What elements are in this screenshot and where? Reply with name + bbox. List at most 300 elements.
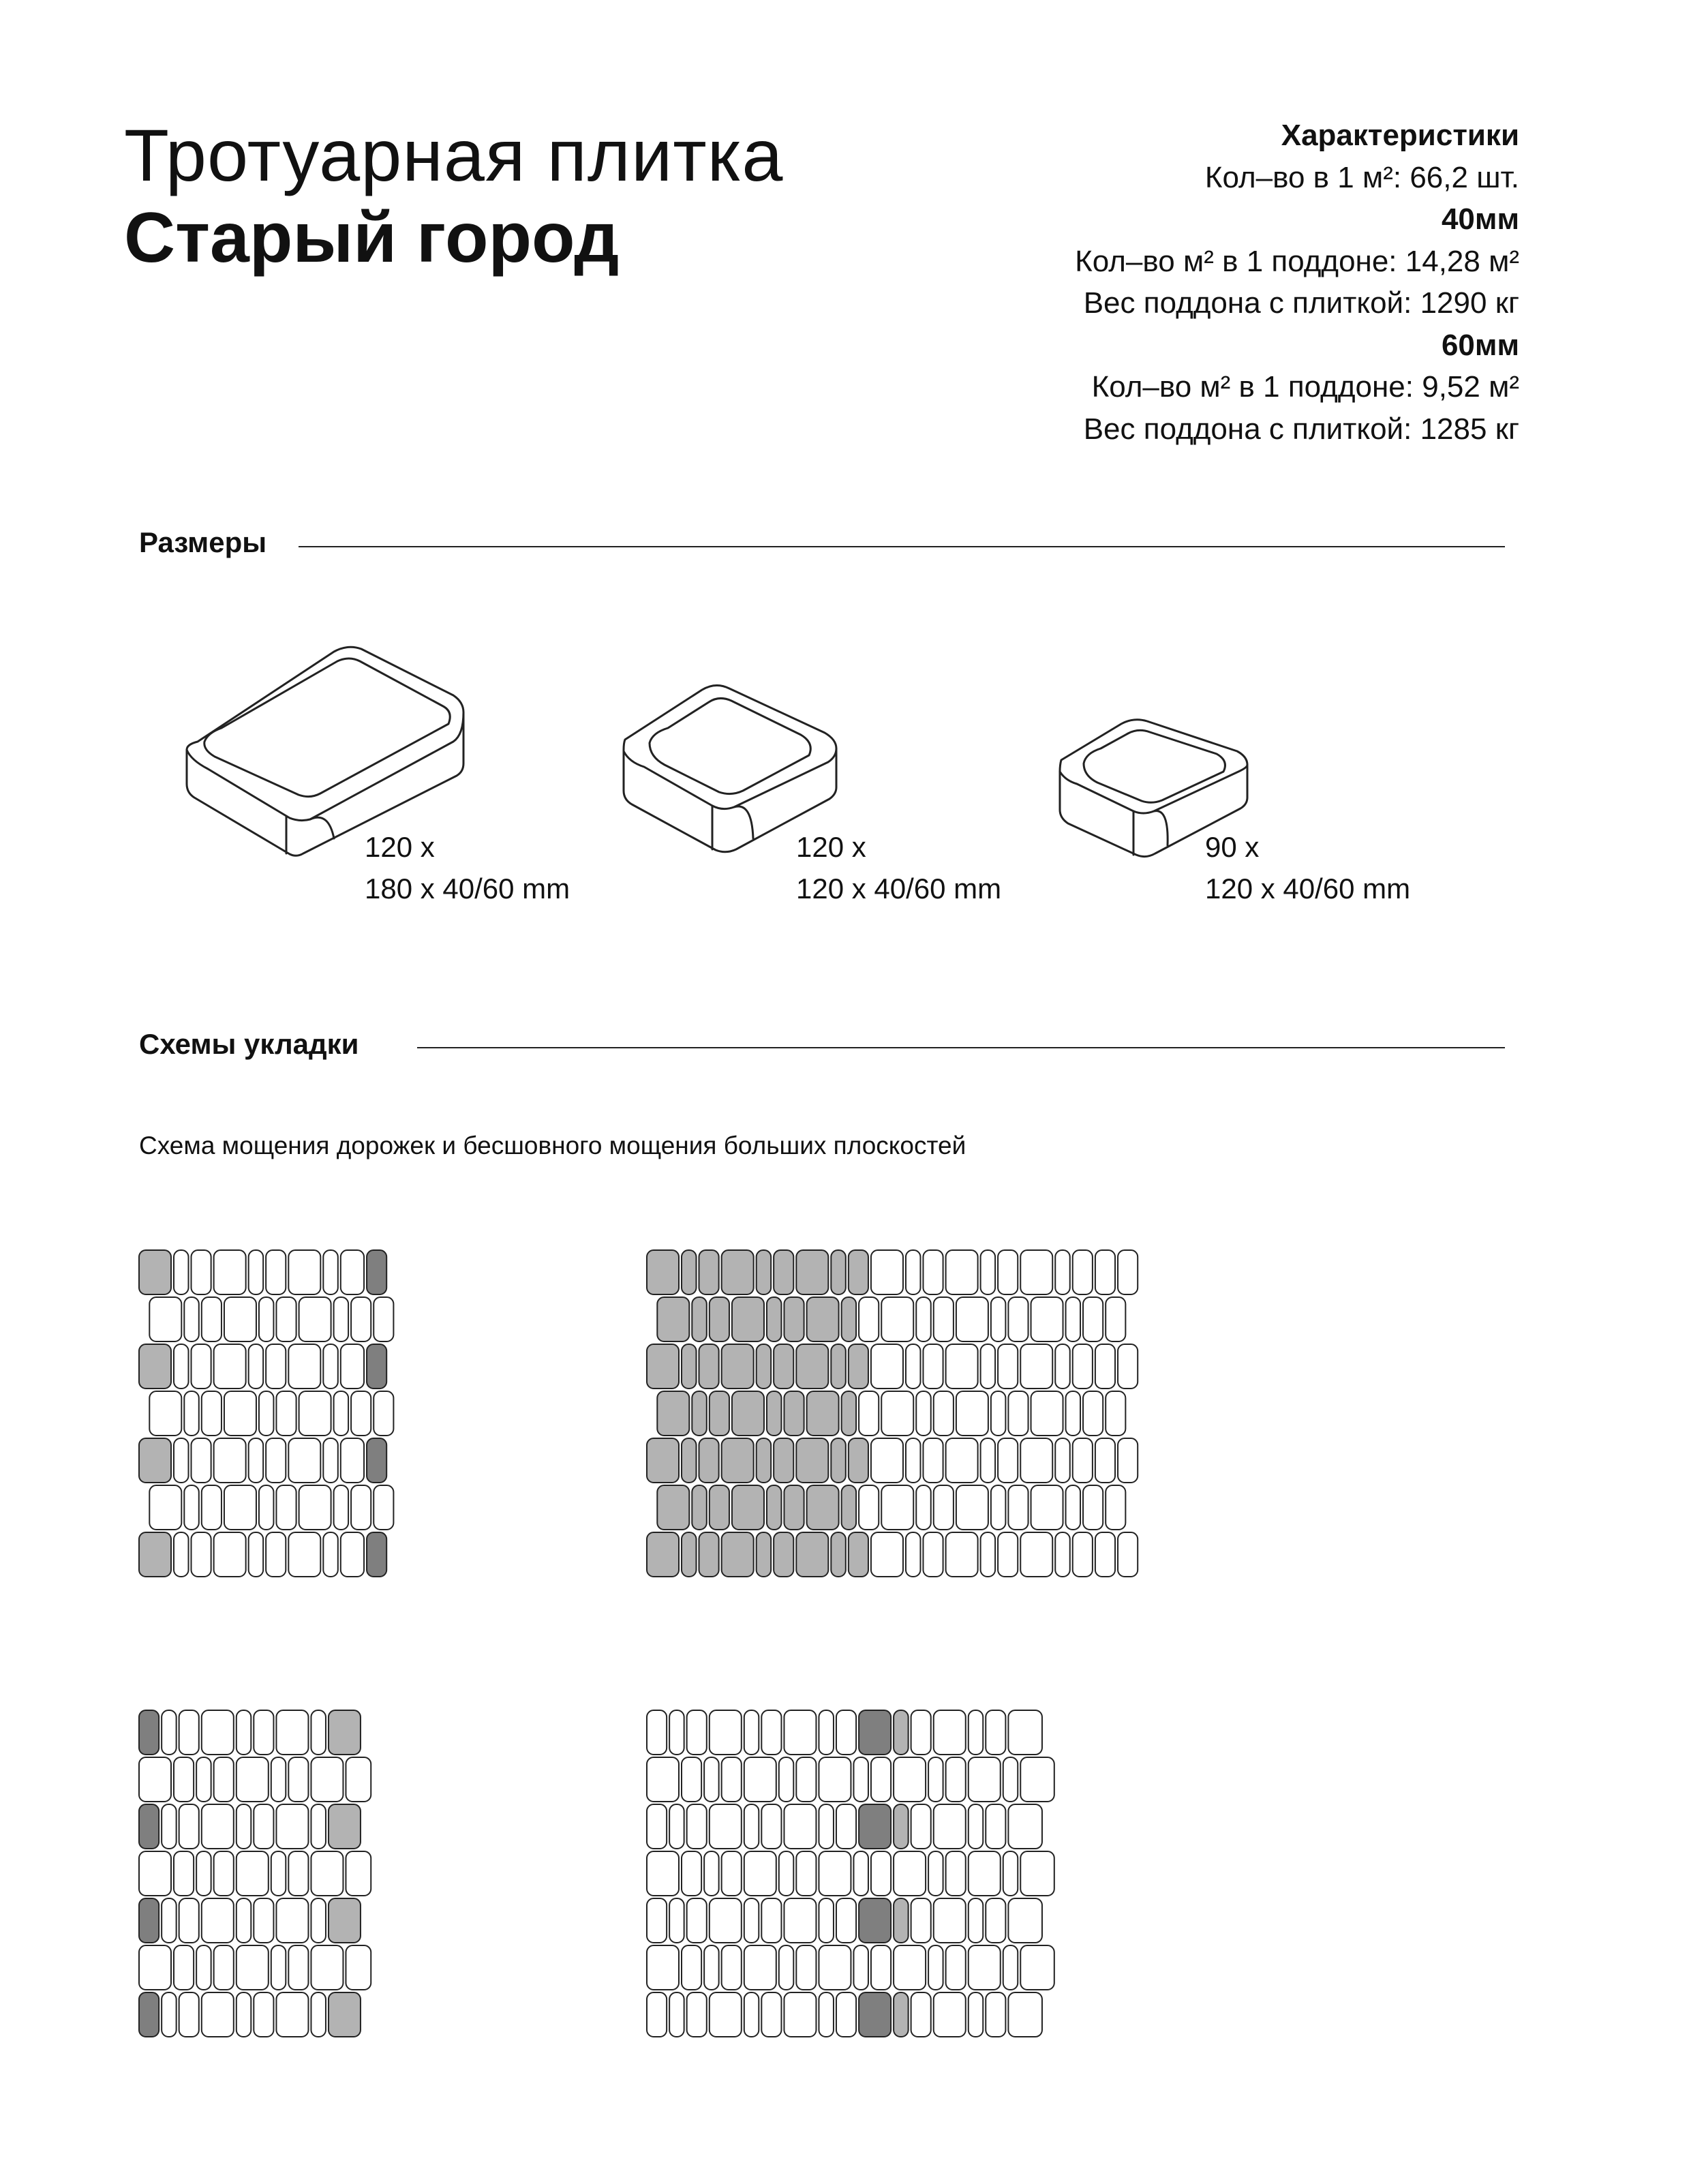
paver-tile [991,1297,1006,1341]
paver-tile [894,1710,909,1755]
paver-tile [288,1945,308,1990]
sizes-heading: Размеры [139,526,267,558]
paver-tile [819,1992,834,2037]
paver-tile [237,1992,252,2037]
scheme-3 [136,1708,620,2055]
paver-tile [1031,1485,1063,1530]
paver-tile [192,1438,211,1483]
specs-thickness-60: 60мм [1441,328,1519,362]
paver-tile [367,1438,386,1483]
paver-tile [249,1532,264,1577]
paver-tile [842,1485,857,1530]
paver-tile [647,1992,667,2037]
paver-tile [849,1344,868,1389]
paver-tile [351,1485,371,1530]
paver-tile [722,1438,754,1483]
paver-tile [991,1485,1006,1530]
paver-tile [1083,1297,1103,1341]
paver-tile [779,1757,794,1802]
paver-tile [687,1804,707,1849]
paver-tile [254,1898,273,1943]
paver-tile [871,1532,903,1577]
paver-tile [704,1851,719,1896]
paver-tile [647,1757,679,1802]
paver-tile [1095,1532,1115,1577]
paver-tile [682,1344,697,1389]
paver-tile [259,1297,274,1341]
paver-tile [1073,1532,1093,1577]
paver-tile [710,1804,742,1849]
paver-tile [249,1344,264,1389]
paver-tile [174,1945,194,1990]
paver-tile [699,1344,719,1389]
specs-thickness-40: 40мм [1441,202,1519,236]
paver-tile [757,1532,772,1577]
paver-tile [174,1250,189,1294]
paver-tile [853,1945,868,1990]
paver-tile [986,1710,1005,1755]
paver-tile [237,1945,269,1990]
paver-tile [139,1710,159,1755]
paver-tile [139,1532,171,1577]
paver-tile [1055,1250,1070,1294]
paver-tile [1066,1297,1081,1341]
paver-tile [237,1804,252,1849]
paver-tile [374,1391,393,1436]
paver-tile [1020,1532,1052,1577]
paver-tile [214,1851,234,1896]
paver-tile [744,1992,759,2037]
paver-tile [991,1391,1006,1436]
paver-tile [288,1532,320,1577]
paver-tile [657,1297,689,1341]
paver-tile [341,1344,364,1389]
paver-tile [139,1945,171,1990]
paver-tile [946,1757,966,1802]
paver-tile [784,1898,816,1943]
paver-tile [859,1992,891,2037]
paver-tile [934,1992,966,2037]
size-label-1: 120 x 180 x 40/60 mm [365,831,570,905]
paver-tile [351,1297,371,1341]
paver-tile [687,1710,707,1755]
paver-tile [923,1438,943,1483]
paver-tile [367,1250,386,1294]
paver-tile [710,1710,742,1755]
paver-tile [276,1297,296,1341]
paver-tile [276,1710,308,1755]
paver-tile [214,1344,246,1389]
paver-tile [849,1250,868,1294]
paver-tile [687,1898,707,1943]
paver-tile [796,1344,828,1389]
paver-tile [374,1297,393,1341]
paver-tile [831,1344,846,1389]
paver-tile [710,1992,742,2037]
specs-heading: Характеристики [1281,119,1519,152]
paver-tile [986,1898,1005,1943]
paver-tile [744,1710,759,1755]
paver-tile [757,1438,772,1483]
paver-tile [299,1485,331,1530]
paver-tile [946,1945,966,1990]
paver-tile [969,1710,984,1755]
paver-tile [1008,1898,1042,1943]
paver-tile [647,1532,679,1577]
paver-tile [184,1485,199,1530]
paver-tile [956,1391,988,1436]
paver-tile [1020,1344,1052,1389]
paver-tile [179,1804,199,1849]
specs-qty-per-m2: Кол–во в 1 м²: 66,2 шт. [1204,160,1519,194]
paver-tile [1020,1757,1054,1802]
paver-tile [329,1804,361,1849]
paver-tile [819,1898,834,1943]
paver-tile [871,1250,903,1294]
paver-tile [647,1438,679,1483]
paver-tile [139,1898,159,1943]
paver-tile [174,1532,189,1577]
paver-tile [894,1804,909,1849]
paver-tile [1118,1250,1138,1294]
paver-tile [162,1804,177,1849]
paver-tile [906,1438,921,1483]
paver-tile [259,1485,274,1530]
paver-tile [732,1297,764,1341]
paver-tile [871,1438,903,1483]
paver-tile [1118,1438,1138,1483]
paver-tile [956,1485,988,1530]
paver-tile [311,1804,326,1849]
scheme-4 [644,1708,1551,2055]
paver-tile [311,1898,326,1943]
paver-tile [259,1391,274,1436]
paver-tile [986,1804,1005,1849]
paver-tile [276,1485,296,1530]
size-label-3: 90 x 120 x 40/60 mm [1205,831,1411,905]
paver-tile [179,1710,199,1755]
paver-tile [311,1992,326,2037]
paver-tile [139,1250,171,1294]
paver-tile [710,1297,729,1341]
paver-tile [859,1485,879,1530]
paver-tile [1118,1532,1138,1577]
paver-tile [928,1851,943,1896]
paver-tile [998,1250,1018,1294]
paver-tile [1008,1804,1042,1849]
paver-tile [911,1992,931,2037]
paver-tile [1073,1250,1093,1294]
schemes-heading: Схемы укладки [139,1028,359,1060]
paver-tile [174,1344,189,1389]
paver-tile [934,1485,954,1530]
paver-tile [299,1391,331,1436]
paver-tile [202,1992,234,2037]
paver-tile [149,1391,181,1436]
paver-tile [836,1992,856,2037]
paver-tile [986,1992,1005,2037]
paver-tile [1073,1344,1093,1389]
paver-tile [669,1898,684,1943]
paver-tile [174,1851,194,1896]
paver-tile [946,1851,966,1896]
paver-tile [202,1804,234,1849]
paver-tile [906,1344,921,1389]
paver-tile [1008,1391,1028,1436]
paver-tile [214,1757,234,1802]
paver-tile [761,1898,781,1943]
paver-tile [351,1391,371,1436]
page-title-line1: Тротуарная плитка [124,114,784,196]
paver-tile [853,1757,868,1802]
paver-tile [767,1485,782,1530]
paver-tile [906,1532,921,1577]
paver-tile [266,1250,286,1294]
paver-tile [998,1438,1018,1483]
paver-tile [767,1391,782,1436]
paver-tile [784,1485,804,1530]
paver-tile [323,1344,338,1389]
paver-tile [139,1992,159,2037]
paver-tile [647,1710,667,1755]
paver-tile [266,1344,286,1389]
specs-pallet-weight-40: Вес поддона с плиткой: 1290 кг [1083,286,1519,320]
paver-tile [334,1391,349,1436]
paver-tile [214,1250,246,1294]
sizes-divider [299,546,1505,547]
paver-tile [923,1250,943,1294]
paver-tile [881,1297,913,1341]
paver-tile [271,1851,286,1896]
specs-block [906,115,1519,450]
paver-tile [329,1992,361,2037]
paver-tile [299,1297,331,1341]
paver-tile [266,1532,286,1577]
paver-tile [807,1391,839,1436]
paver-tile [819,1757,851,1802]
paver-tile [288,1438,320,1483]
paver-tile [774,1532,793,1577]
paver-tile [669,1804,684,1849]
paver-tile [1003,1851,1018,1896]
paver-tile [329,1710,361,1755]
paver-tile [796,1438,828,1483]
paver-tile [237,1757,269,1802]
paver-tile [682,1851,701,1896]
scheme-2 [644,1247,1598,1595]
paver-tile [836,1710,856,1755]
paver-tile [796,1250,828,1294]
paver-tile [710,1391,729,1436]
paver-tile [323,1532,338,1577]
paver-tile [276,1898,308,1943]
paver-tile [224,1391,256,1436]
paver-tile [894,1898,909,1943]
paver-tile [1106,1297,1125,1341]
paver-tile [796,1945,816,1990]
paver-tile [1020,1851,1054,1896]
paver-tile [1095,1438,1115,1483]
paver-tile [744,1945,776,1990]
paver-tile [224,1297,256,1341]
paver-tile [174,1757,194,1802]
paver-tile [831,1532,846,1577]
paver-tile [699,1532,719,1577]
paver-tile [849,1438,868,1483]
paver-tile [647,1344,679,1389]
paver-tile [311,1710,326,1755]
paver-tile [179,1898,199,1943]
paver-tile [374,1485,393,1530]
paver-tile [981,1344,996,1389]
paver-tile [214,1438,246,1483]
paver-tile [916,1391,931,1436]
paver-tile [271,1757,286,1802]
paver-tile [859,1898,891,1943]
paver-tile [329,1898,361,1943]
paver-tile [744,1757,776,1802]
paver-tile [237,1851,269,1896]
paver-tile [692,1391,707,1436]
paver-tile [761,1992,781,2037]
schemes-divider [417,1047,1505,1048]
paver-tile [881,1485,913,1530]
paver-tile [722,1250,754,1294]
paver-tile [934,1391,954,1436]
paver-tile [894,1945,926,1990]
paver-tile [774,1250,793,1294]
paver-tile [311,1851,343,1896]
paver-tile [946,1438,978,1483]
paver-tile [744,1804,759,1849]
paver-tile [744,1898,759,1943]
paver-tile [1118,1344,1138,1389]
paver-tile [934,1804,966,1849]
paver-tile [184,1391,199,1436]
paver-tile [969,1945,1001,1990]
paver-tile [192,1250,211,1294]
paver-tile [647,1898,667,1943]
paver-tile [249,1250,264,1294]
paver-tile [334,1297,349,1341]
paver-tile [934,1898,966,1943]
paver-tile [1055,1532,1070,1577]
paver-tile [687,1992,707,2037]
paver-tile [249,1438,264,1483]
paver-tile [1020,1438,1052,1483]
paver-tile [1066,1485,1081,1530]
paver-tile [981,1438,996,1483]
paver-tile [779,1851,794,1896]
paver-tile [682,1250,697,1294]
paver-tile [784,1992,816,2037]
paver-tile [923,1532,943,1577]
paver-tile [894,1757,926,1802]
paver-tile [196,1851,211,1896]
paver-tile [202,1710,234,1755]
paver-tile [214,1945,234,1990]
paver-tile [346,1945,371,1990]
paver-tile [859,1804,891,1849]
paver-tile [779,1945,794,1990]
paver-tile [767,1297,782,1341]
paver-tile [1095,1250,1115,1294]
paver-tile [784,1391,804,1436]
paver-tile [911,1898,931,1943]
paver-tile [1020,1945,1054,1990]
paver-tile [744,1851,776,1896]
paver-tile [704,1757,719,1802]
paver-tile [722,1945,742,1990]
paver-tile [184,1297,199,1341]
paver-tile [647,1945,679,1990]
paver-tile [214,1532,246,1577]
paver-tile [928,1945,943,1990]
paver-tile [271,1945,286,1990]
paver-tile [323,1438,338,1483]
paver-tile [254,1710,273,1755]
paver-tile [807,1297,839,1341]
paver-tile [682,1757,701,1802]
paver-tile [276,1804,308,1849]
paver-tile [162,1992,177,2037]
paver-tile [367,1532,386,1577]
paver-tile [819,1851,851,1896]
paver-tile [774,1344,793,1389]
paver-tile [1106,1485,1125,1530]
paver-tile [934,1297,954,1341]
paver-tile [254,1992,273,2037]
paver-tile [196,1757,211,1802]
paver-tile [871,1757,891,1802]
paver-tile [647,1250,679,1294]
paver-tile [796,1851,816,1896]
paver-tile [139,1804,159,1849]
paver-tile [237,1898,252,1943]
paver-tile [341,1250,364,1294]
paver-tile [162,1898,177,1943]
paver-tile [699,1250,719,1294]
paver-tile [367,1344,386,1389]
paver-tile [202,1898,234,1943]
paver-tile [192,1344,211,1389]
paver-tile [657,1485,689,1530]
paver-tile [956,1297,988,1341]
paver-tile [224,1485,256,1530]
paver-tile [139,1851,171,1896]
paver-tile [149,1297,181,1341]
specs-pallet-area-40: Кол–во м² в 1 поддоне: 14,28 м² [1075,244,1519,278]
paver-tile [946,1344,978,1389]
paver-tile [871,1851,891,1896]
paver-tile [906,1250,921,1294]
paver-tile [1073,1438,1093,1483]
paver-tile [202,1297,222,1341]
paver-tile [692,1297,707,1341]
paver-tile [774,1438,793,1483]
paver-tile [669,1710,684,1755]
paver-tile [179,1992,199,2037]
paver-tile [928,1757,943,1802]
paver-tile [1008,1992,1042,2037]
paver-tile [323,1250,338,1294]
paver-tile [722,1344,754,1389]
paver-tile [1031,1391,1063,1436]
paver-tile [911,1710,931,1755]
paver-tile [288,1250,320,1294]
paver-tile [647,1804,667,1849]
paver-tile [969,1898,984,1943]
